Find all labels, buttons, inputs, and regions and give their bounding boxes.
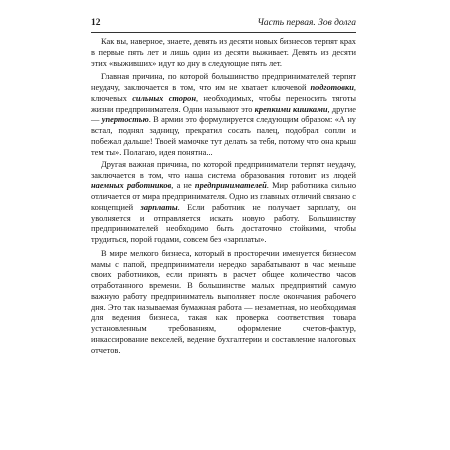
emphasis-stubbornness: упертостью [101,115,149,125]
emphasis-entrepreneurs: предпринимателей [194,181,267,191]
paragraph-3-text-2: , а не [171,181,195,191]
body-text [91,37,356,356]
paragraph-2 [91,72,356,158]
paragraph-3-text-3: . Мир работника сильно отличается от мира предпринимателя. Одно из главных отличий связано с концепцией [91,181,357,212]
emphasis-preparation: подготовки [310,83,354,92]
paragraph-3-text-4: . Если работник не получает зарплату, он уволняется и отправляется искать новую работу. Большинству предпринимателей необходимо быть достаточно стойкими, чтобы трудиться, порой годами, совсем без «зарплаты». [91,202,356,244]
book-page [91,17,356,358]
paragraph-3 [91,160,356,246]
paragraph-2-text-1: Главная причина, по которой большинство предпринимателей терпят неудачу, заключается в том, что им не хватает ключевой [91,72,356,92]
paragraph-3-text-1: Другая важная причина, по которой предприниматели терпят неудачу, заключается в том, что наша система образования готовит из людей [91,159,356,180]
paragraph-2-text-2: , ключевых [91,83,356,103]
emphasis-salary: зарплаты [140,202,178,212]
paragraph-2-text-5: . В армии это формулируется следующим образом: «А ну встал, поднял задницу, прекратил сосать палец, подобрал сопли и побежал дальше! Твоей мамочке тут делать за тебя, потому что она крыш тем ты». Полагаю, идея понятна... [91,115,356,157]
emphasis-guts: крепкими кишками [254,104,328,114]
running-head [91,17,356,33]
paragraph-2-text-4: , другие — [91,104,356,125]
page-number: 12 [91,18,101,28]
emphasis-employees: наемных работников [91,181,172,191]
paragraph-1: Как вы, наверное, знаете, девять из десяти новых бизнесов терпят крах в первые пять лет и лишь один из десяти выживает. Девять из десяти этих «выживших» идут ко дну в следующие пять лет. [91,37,356,68]
paragraph-4: В мире мелкого бизнеса, который в просторечии именуется бизнесом мамы с папой, предприниматели нередко зарабатывают в час меньше своих работников, если принять в расчет общее количество часов отработанного времени. В большинстве малых предприятий самую важную работу предприниматель выполняет после окончания рабочего дня. Это так называемая бумажная работа — незаметная, но необходимая для ведения бизнеса, такая как проверка соответствия товара установленным требованиям, оформление счетов-фактур, инкассирование векселей, ведение бухгалтерии и составление налоговых отчетов. [91,248,356,355]
paragraph-2-text-3: , необходимых, чтобы переносить тяготы жизни предпринимателя. Одни называют это [91,93,356,114]
emphasis-strengths: сильных сторон [132,93,197,103]
chapter-title: Часть первая. Зов долга [257,18,356,28]
